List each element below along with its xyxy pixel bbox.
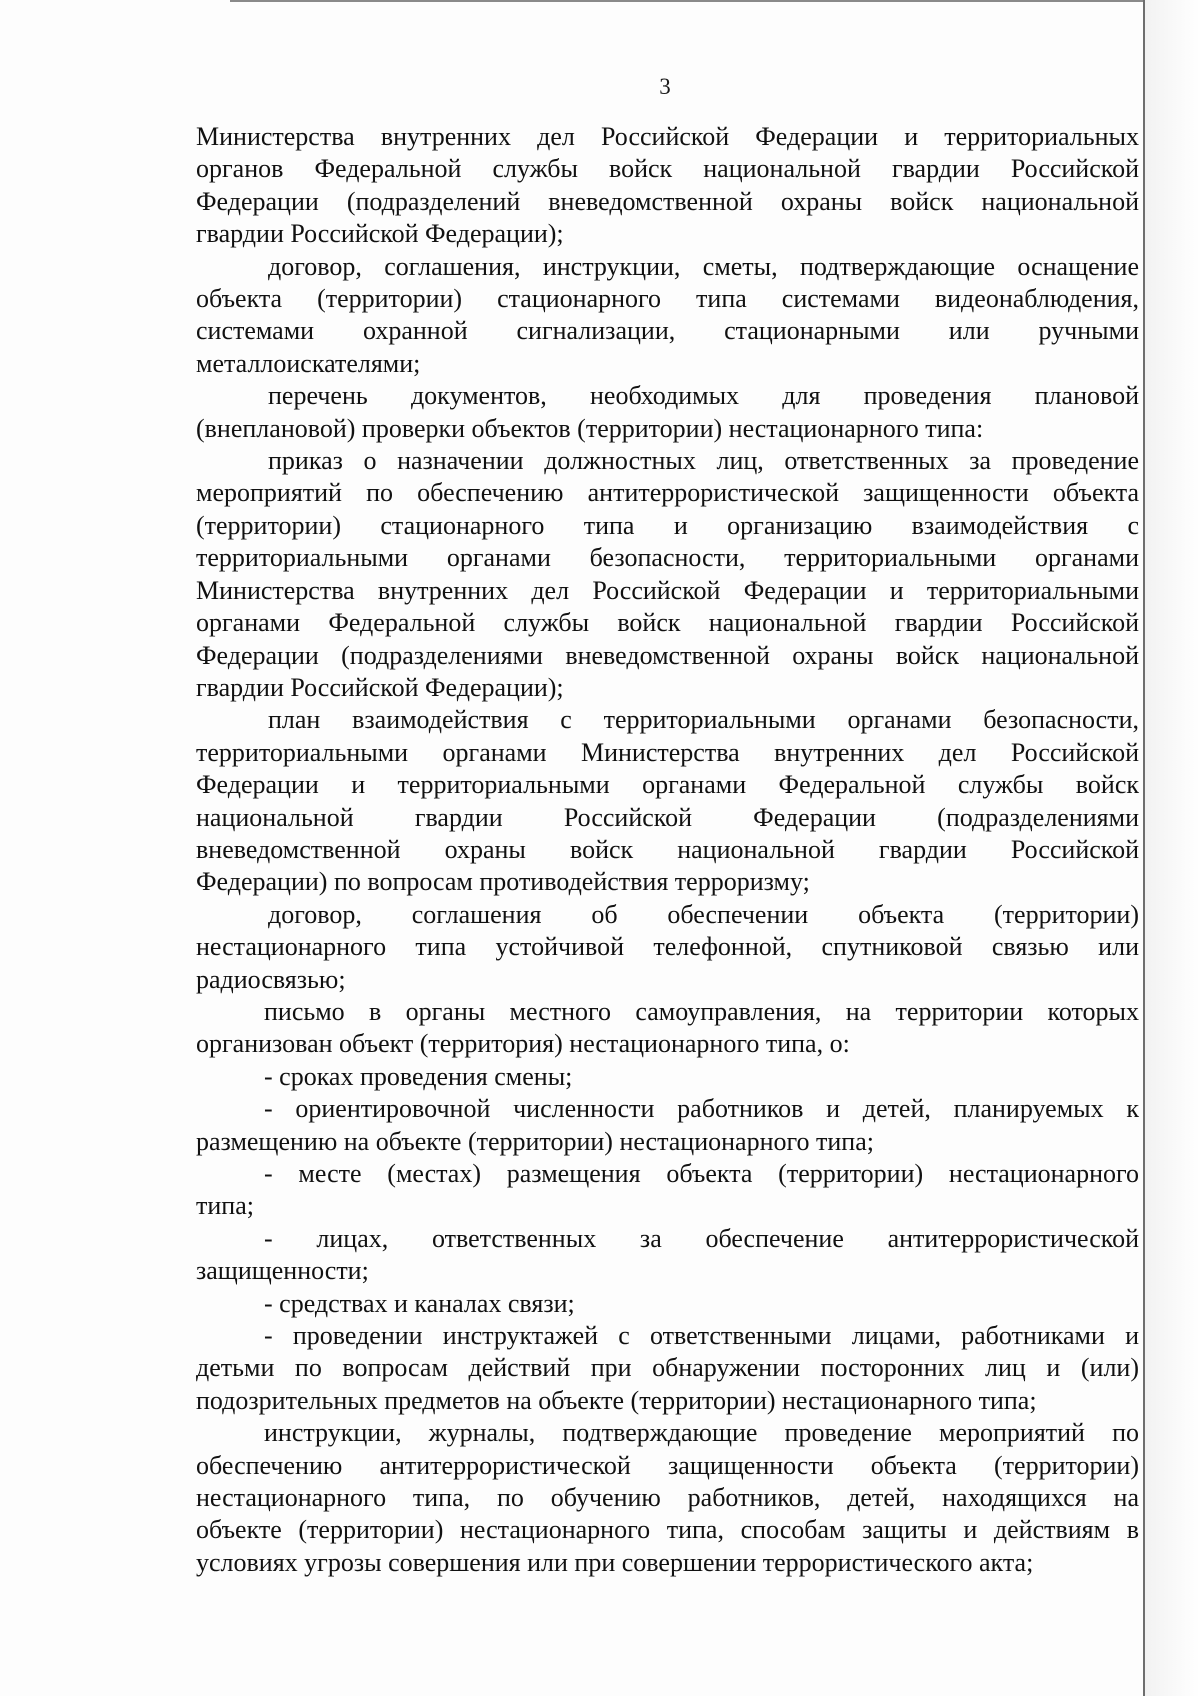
- text-line: - средствах и каналах связи;: [264, 1288, 575, 1318]
- text-line: - сроках проведения смены;: [264, 1061, 573, 1091]
- text-line: Министерства внутренних дел Российской Федерации и территориальных: [196, 122, 1139, 151]
- text-line: национальной гвардии Российской Федерации (подразделениями: [196, 802, 1139, 832]
- page-number: 3: [659, 74, 671, 99]
- text-line: типа;: [196, 1191, 254, 1221]
- text-line: Федерации (подразделениями вневедомственной охраны войск национальной: [196, 640, 1139, 670]
- scan-right-edge: [1143, 0, 1145, 1696]
- scan-right-margin: [1145, 0, 1200, 1696]
- text-line: - ориентировочной численности работников и детей, планируемых к: [264, 1094, 1139, 1124]
- text-line: территориальными органами Министерства внутренних дел Российской: [196, 737, 1139, 767]
- text-line: нестационарного типа устойчивой телефонной, спутниковой связью или: [196, 932, 1139, 962]
- text-line: - проведении инструктажей с ответственными лицами, работниками и: [264, 1321, 1139, 1351]
- text-line: объекта (территории) стационарного типа системами видеонаблюдения,: [196, 284, 1139, 314]
- text-line: объекте (территории) нестационарного типа, способам защиты и действиям в: [196, 1515, 1139, 1545]
- text-line: нестационарного типа, по обучению работников, детей, находящихся на: [196, 1483, 1139, 1513]
- text-line: договор, соглашения об обеспечении объекта (территории): [268, 899, 1139, 929]
- text-line: (внеплановой) проверки объектов (территории) нестационарного типа:: [196, 413, 984, 443]
- text-line: гвардии Российской Федерации);: [196, 672, 564, 702]
- text-line: Федерации) по вопросам противодействия терроризму;: [196, 867, 810, 897]
- text-line: письмо в органы местного самоуправления, на территории которых: [264, 996, 1139, 1026]
- text-line: радиосвязью;: [196, 964, 346, 994]
- text-line: вневедомственной охраны войск национальной гвардии Российской: [196, 834, 1139, 864]
- text-line: органами Федеральной службы войск национальной гвардии Российской: [196, 608, 1139, 638]
- text-line: подозрительных предметов на объекте (территории) нестационарного типа;: [196, 1385, 1037, 1415]
- text-line: системами охранной сигнализации, стационарными или ручными: [196, 316, 1139, 346]
- text-line: защищенности;: [196, 1256, 369, 1286]
- text-line: размещению на объекте (территории) нестационарного типа;: [196, 1126, 874, 1156]
- text-line: инструкции, журналы, подтверждающие проведение мероприятий по: [264, 1418, 1139, 1448]
- text-line: детьми по вопросам действий при обнаружении посторонних лиц и (или): [196, 1353, 1139, 1383]
- text-line: - месте (местах) размещения объекта (территории) нестационарного: [264, 1159, 1139, 1188]
- text-line: условиях угрозы совершения или при совершении террористического акта;: [196, 1547, 1034, 1577]
- text-line: (территории) стационарного типа и организацию взаимодействия с: [196, 510, 1139, 540]
- text-line: обеспечению антитеррористической защищенности объекта (территории): [196, 1450, 1139, 1480]
- text-line: приказ о назначении должностных лиц, ответственных за проведение: [268, 446, 1139, 476]
- text-line: органов Федеральной службы войск национальной гвардии Российской: [196, 154, 1139, 184]
- document-body: [196, 121, 1139, 1579]
- text-line: договор, соглашения, инструкции, сметы, подтверждающие оснащение: [268, 251, 1139, 281]
- text-line: план взаимодействия с территориальными органами безопасности,: [268, 705, 1139, 735]
- text-line: мероприятий по обеспечению антитеррористической защищенности объекта: [196, 478, 1139, 508]
- text-line: - лицах, ответственных за обеспечение антитеррористической: [264, 1223, 1139, 1253]
- text-line: перечень документов, необходимых для проведения плановой: [268, 381, 1139, 411]
- text-line: организован объект (территория) нестационарного типа, о:: [196, 1029, 850, 1059]
- text-line: гвардии Российской Федерации);: [196, 219, 564, 249]
- scan-top-edge: [230, 0, 1160, 2]
- text-line: металлоискателями;: [196, 348, 421, 378]
- text-line: Федерации (подразделений вневедомственной охраны войск национальной: [196, 186, 1139, 216]
- text-line: Федерации и территориальными органами Федеральной службы войск: [196, 770, 1139, 800]
- text-line: Министерства внутренних дел Российской Федерации и территориальными: [196, 575, 1139, 605]
- text-line: территориальными органами безопасности, территориальными органами: [196, 543, 1139, 573]
